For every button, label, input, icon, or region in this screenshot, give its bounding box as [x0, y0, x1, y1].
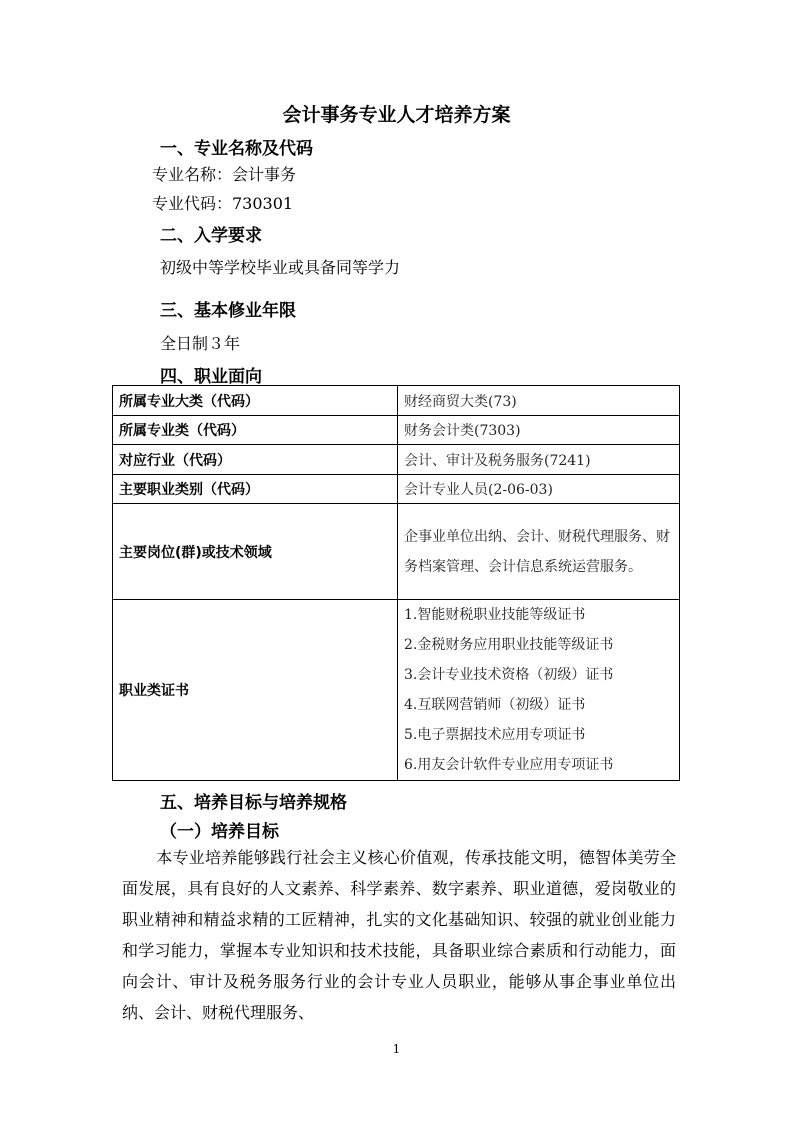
- major-name: 专业名称：会计事务: [152, 165, 297, 184]
- section5-heading: 五、培养目标与培养规格: [160, 793, 347, 813]
- major-code: 专业代码：730301: [152, 194, 294, 213]
- certificate-item: 6.用友会计软件专业应用专项证书: [404, 757, 614, 773]
- page-number: 1: [392, 1042, 401, 1056]
- section4-heading: 四、职业面向: [160, 367, 262, 387]
- row-value: 会计、审计及税务服务(7241): [398, 445, 680, 475]
- certificate-item: 2.金税财务应用职业技能等级证书: [404, 637, 614, 653]
- row-value: 财经商贸大类(73): [398, 386, 680, 416]
- row-key: 所属专业类（代码）: [113, 416, 398, 445]
- entry-requirement: 初级中等学校毕业或具备同等学力: [160, 258, 401, 277]
- table-row: [113, 475, 680, 504]
- section3-heading: 三、基本修业年限: [160, 301, 296, 321]
- row-key: 所属专业大类（代码）: [113, 386, 398, 416]
- section5-subheading: （一）培养目标: [160, 822, 279, 842]
- section2-heading: 二、入学要求: [160, 226, 262, 246]
- certificates-key: 职业类证书: [113, 600, 398, 781]
- row-value: 财务会计类(7303): [398, 416, 680, 445]
- row-key: 对应行业（代码）: [113, 445, 398, 475]
- row-key: 主要职业类别（代码）: [113, 475, 398, 504]
- paragraph-text: 本专业培养能够践行社会主义核心价值观，传承技能文明，德智体美劳全面发展，具有良好的人文素养、科学素养、数字素养、职业道德，爱岗敬业的职业精神和精益求精的工匠精神，扎实的文化基础知识、较强的就业创业能力和学习能力，掌握本专业知识和技术技能，具备职业综合素质和行动能力，面向会计、审计及税务服务行业的会计专业人员职业，能够从事企事业单位出纳、会计、财税代理服务、: [122, 848, 676, 1022]
- section1-heading: 一、专业名称及代码: [160, 139, 313, 159]
- career-table: [112, 385, 680, 781]
- certificate-item: 1.智能财税职业技能等级证书: [404, 607, 586, 623]
- table-row: [113, 504, 680, 600]
- document-title: 会计事务专业人才培养方案: [282, 104, 511, 126]
- table-row: [113, 386, 680, 416]
- certificate-item: 3.会计专业技术资格（初级）证书: [404, 667, 614, 683]
- certificate-item: 4.互联网营销师（初级）证书: [404, 697, 586, 713]
- positions-value: [398, 504, 680, 600]
- certificate-item: 5.电子票据技术应用专项证书: [404, 727, 586, 743]
- training-goal-paragraph: [122, 842, 676, 1028]
- study-duration: 全日制３年: [160, 334, 241, 353]
- table-row: [113, 445, 680, 475]
- table-row: [113, 600, 680, 781]
- certificates-list: [398, 600, 680, 781]
- table-row: [113, 416, 680, 445]
- positions-key: 主要岗位(群)或技术领域: [113, 504, 398, 600]
- positions-text: 企事业单位出纳、会计、财税代理服务、财务档案管理、会计信息系统运营服务。: [404, 528, 670, 575]
- row-value: 会计专业人员(2-06-03): [398, 475, 680, 504]
